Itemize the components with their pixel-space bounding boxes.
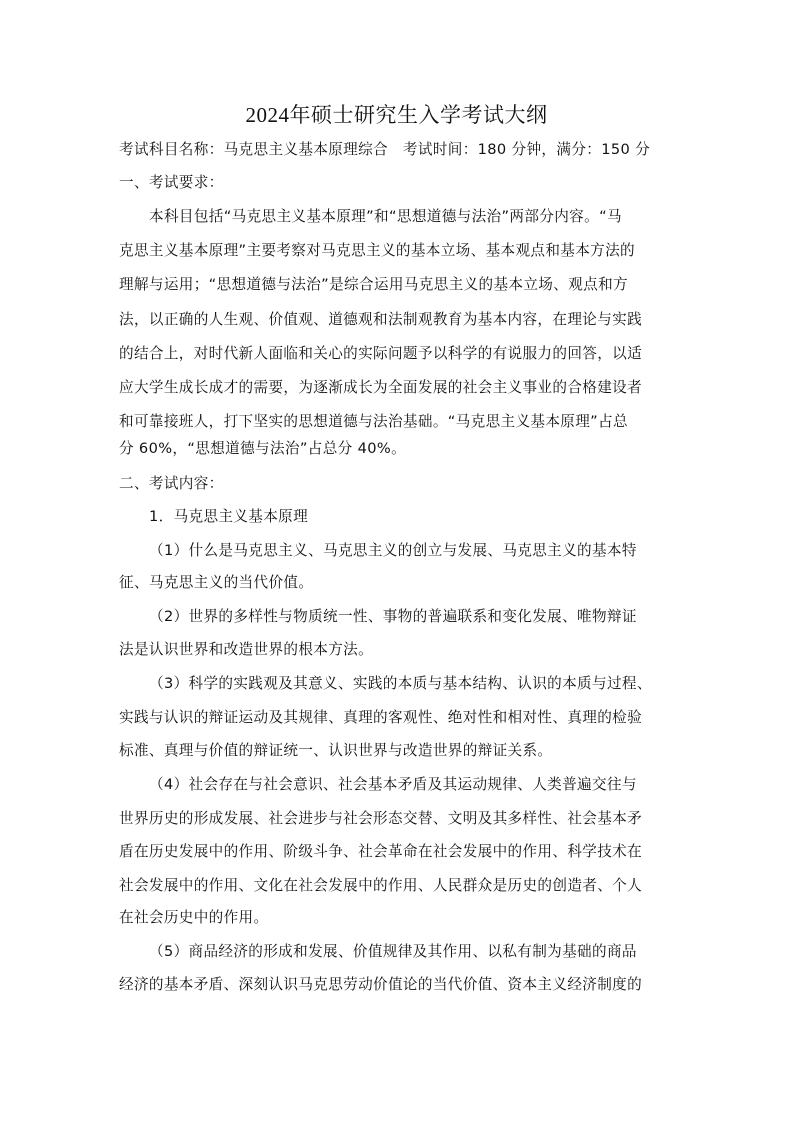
content-item-line: （4）社会存在与社会意识、社会基本矛盾及其运动规律、人类普遍交往与	[149, 776, 637, 793]
content-item-line: 征、马克思主义的当代价值。	[119, 574, 314, 591]
content-item-line: 世界历史的形成发展、社会进步与社会形态交替、文明及其多样性、社会基本矛	[119, 810, 643, 827]
content-item-line: （1）什么是马克思主义、马克思主义的创立与发展、马克思主义的基本特	[149, 542, 637, 559]
content-item-line: （5）商品经济的形成和发展、价值规律及其作用、以私有制为基础的商品	[149, 943, 637, 960]
document-title: 2024年硕士研究生入学考试大纲	[245, 103, 548, 127]
section1-paragraph-line: 本科目包括“马克思主义基本原理”和“思想道德与法治”两部分内容。“马	[149, 208, 622, 225]
section1-paragraph-line: 的结合上，对时代新人面临和关心的实际问题予以科学的有说服力的回答，以适	[119, 345, 643, 362]
content-item-line: （2）世界的多样性与物质统一性、事物的普遍联系和变化发展、唯物辩证	[149, 608, 637, 625]
content-item-line: 标准、真理与价值的辩证统一、认识世界与改造世界的辩证关系。	[119, 742, 553, 759]
section1-paragraph-line: 理解与运用；“思想道德与法治”是综合运用马克思主义的基本立场、观点和方	[119, 276, 628, 293]
section2-heading: 二、考试内容：	[119, 475, 224, 492]
content-item-line: （3）科学的实践观及其意义、实践的本质与基本结构、认识的本质与过程、	[149, 675, 652, 692]
section1-heading: 一、考试要求：	[119, 174, 224, 191]
section2-subheading: 1．马克思主义基本原理	[149, 508, 309, 525]
content-item-line: 盾在历史发展中的作用、阶级斗争、社会革命在社会发展中的作用、科学技术在	[119, 843, 643, 860]
content-item-line: 社会发展中的作用、文化在社会发展中的作用、人民群众是历史的创造者、个人	[119, 877, 643, 894]
section1-paragraph-line: 和可靠接班人，打下坚实的思想道德与法治基础。“马克思主义基本原理”占总	[119, 413, 628, 430]
content-item-line: 经济的基本矛盾、深刻认识马克思劳动价值论的当代价值、资本主义经济制度的	[119, 976, 643, 993]
section1-paragraph-line: 法，以正确的人生观、价值观、道德观和法制观教育为基本内容，在理论与实践	[119, 311, 643, 328]
content-item-line: 在社会历史中的作用。	[119, 909, 269, 926]
section1-paragraph-line: 分 60%，“思想道德与法治”占总分 40%。	[119, 440, 407, 457]
content-item-line: 法是认识世界和改造世界的根本方法。	[119, 641, 374, 658]
section1-paragraph-line: 克思主义基本原理”主要考察对马克思主义的基本立场、基本观点和基本方法的	[119, 242, 636, 259]
section1-paragraph-line: 应大学生成长成才的需要，为逐渐成长为全面发展的社会主义事业的合格建设者	[119, 379, 643, 396]
content-item-line: 实践与认识的辩证运动及其规律、真理的客观性、绝对性和相对性、真理的检验	[119, 709, 643, 726]
exam-meta-line: 考试科目名称：马克思主义基本原理综合 考试时间：180 分钟，满分：150 分	[119, 141, 651, 158]
